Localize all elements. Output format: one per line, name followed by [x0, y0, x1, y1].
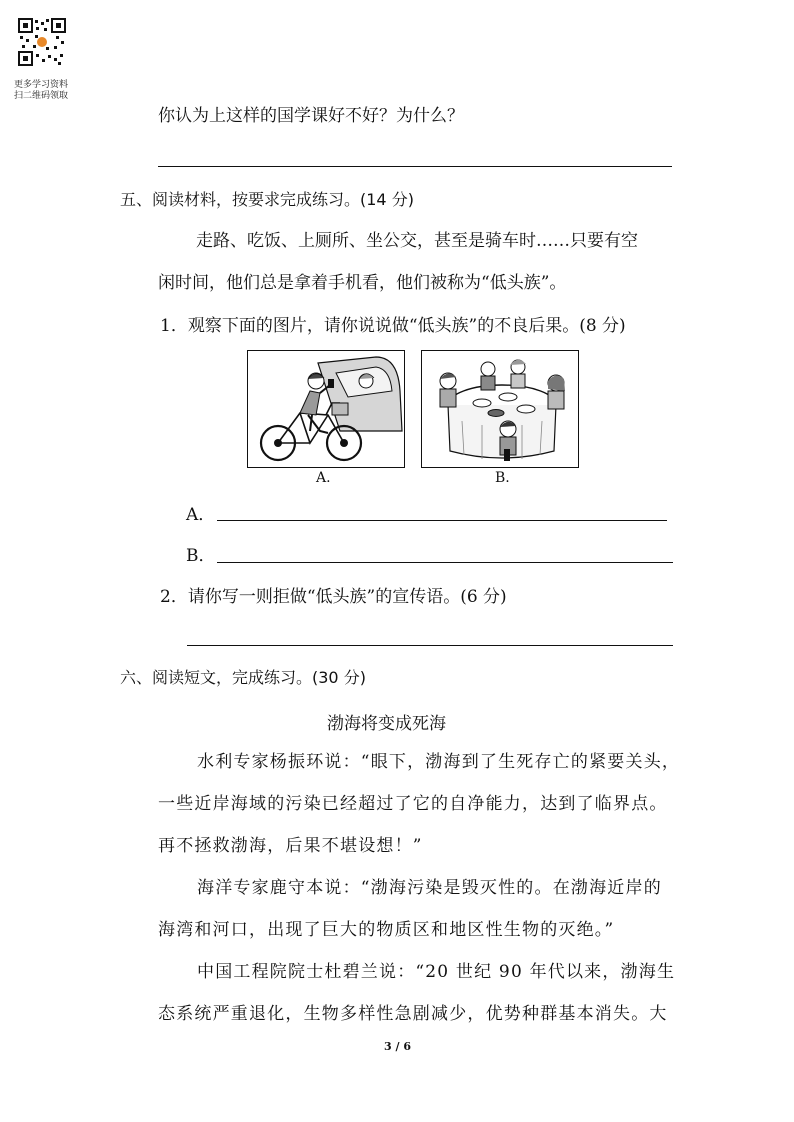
- answer-a-label: A．: [186, 505, 216, 525]
- answer-a-line[interactable]: [217, 520, 667, 521]
- picture-b: [421, 350, 579, 468]
- dinner-table-illustration: [422, 351, 578, 467]
- passage-p1-line2: 一些近岸海域的污染已经超过了它的自净能力，达到了临界点。: [158, 794, 668, 814]
- section5-para-line2: 闲时间，他们总是拿着手机看，他们被称为“低头族”。: [158, 273, 567, 293]
- passage-title: 渤海将变成死海: [327, 714, 446, 734]
- answer-b-line[interactable]: [217, 562, 673, 563]
- qr-caption-line1: 更多学习资料: [14, 80, 69, 90]
- passage-p1-line1: 水利专家杨振环说：“眼下，渤海到了生死存亡的紧要关头，: [197, 752, 681, 772]
- passage-p2-line1: 海洋专家鹿守本说：“渤海污染是毁灭性的。在渤海近岸的: [197, 878, 662, 898]
- qr-caption-line2: 扫二维码领取: [14, 91, 69, 101]
- passage-p3-line1: 中国工程院院士杜碧兰说：“20 世纪 90 年代以来，渤海生: [197, 962, 676, 982]
- section5-heading: 五、阅读材料，按要求完成练习。(14 分): [120, 190, 414, 209]
- picture-a-label: A.: [316, 470, 331, 486]
- picture-b-label: B.: [495, 470, 510, 486]
- section5-question1: 1．观察下面的图片，请你说说做“低头族”的不良后果。(8 分): [160, 316, 626, 336]
- cyclist-illustration: [248, 351, 404, 467]
- section6-heading: 六、阅读短文，完成练习。(30 分): [120, 668, 366, 687]
- prev-question: 你认为上这样的国学课好不好？为什么？: [158, 106, 464, 126]
- section5-para-line1: 走路、吃饭、上厕所、坐公交，甚至是骑车时……只要有空: [196, 231, 638, 251]
- passage-p3-line2: 态系统严重退化，生物多样性急剧减少，优势种群基本消失。大: [158, 1004, 668, 1024]
- passage-p2-line2: 海湾和河口，出现了巨大的物质区和地区性生物的灭绝。”: [158, 920, 615, 940]
- slogan-answer-line[interactable]: [187, 645, 673, 646]
- passage-p1-line3: 再不拯救渤海，后果不堪设想！”: [158, 836, 423, 856]
- page-number: 3 / 6: [384, 1040, 411, 1053]
- answer-b-label: B．: [186, 546, 216, 566]
- prev-answer-line[interactable]: [158, 166, 672, 167]
- qr-code-icon: [18, 18, 66, 66]
- section5-question2: 2．请你写一则拒做“低头族”的宣传语。(6 分): [160, 587, 507, 607]
- picture-a: [247, 350, 405, 468]
